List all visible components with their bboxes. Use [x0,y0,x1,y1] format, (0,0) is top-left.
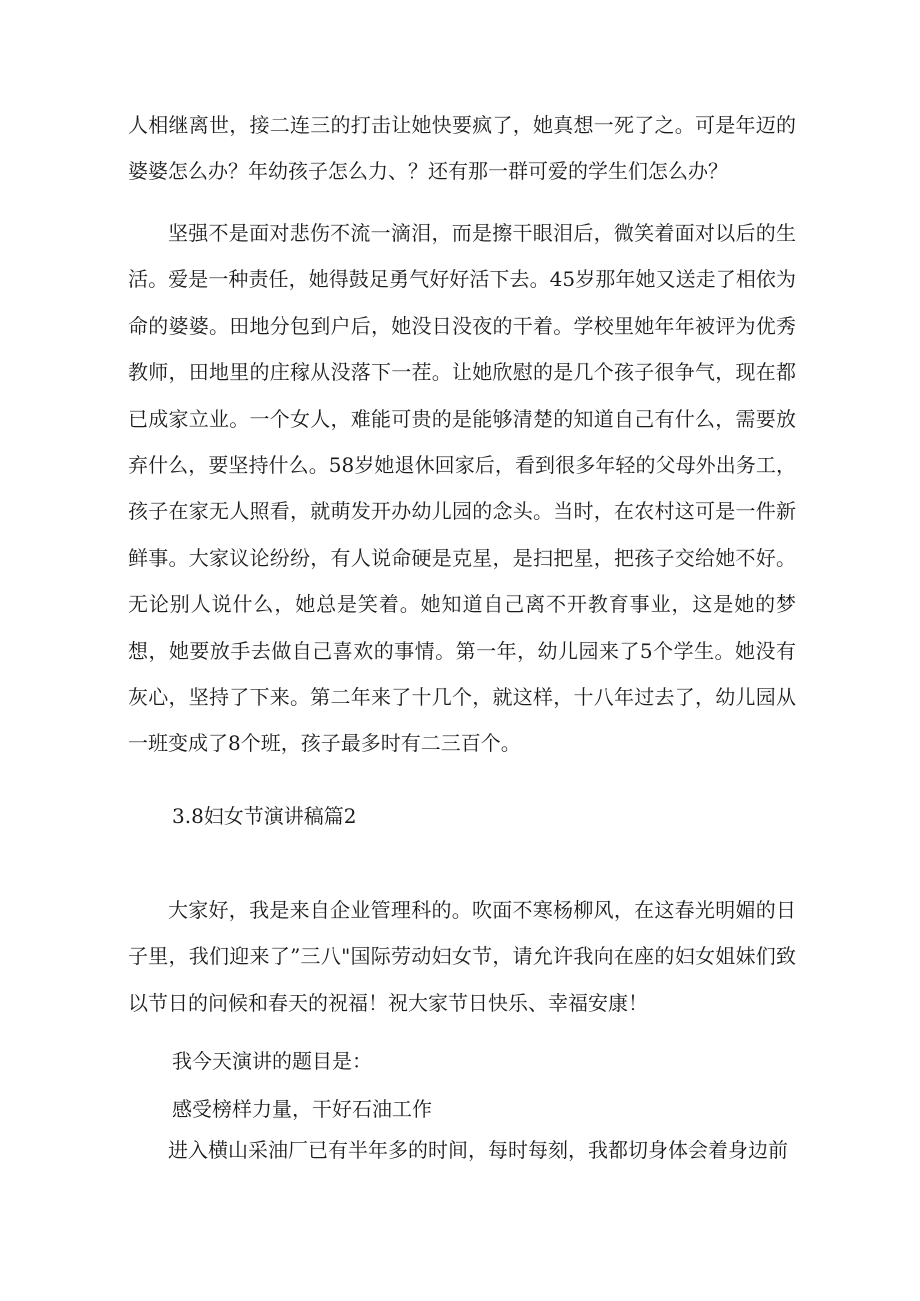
section-heading: 3.8妇女节演讲稿篇2 [172,804,357,828]
paragraph-continuation: 人相继离世，接二连三的打击让她快要疯了，她真想一死了之。可是年迈的婆婆怎么办？年幼孩子怎么力、？还有那一群可爱的学生们怎么办？ [128,113,796,184]
paragraph-speech-body: 进入横山采油厂已有半年多的时间，每时每刻，我都切身体会着身边前 [168,1138,788,1162]
speech-title: 感受榜样力量，干好石油工作 [172,1097,432,1121]
paragraph-main-story: 坚强不是面对悲伤不流一滴泪，而是擦干眼泪后，微笑着面对以后的生活。爱是一种责任，她得鼓足勇气好好活下去。45岁那年她又送走了相依为命的婆婆。田地分包到户后，她没日没夜的干着。学校里她年年被评为优秀教师，田地里的庄稼从没落下一茬。让她欣慰的是几个孩子很争气，现在都已成家立业。一个女人，难能可贵的是能够清楚的知道自己有什么，需要放弃什么，要坚持什么。58岁她退休回家后，看到很多年轻的父母外出务工，孩子在家无人照看，就萌发开办幼儿园的念头。当时，在农村这可是一件新鲜事。大家议论纷纷，有人说命硬是克星，是扫把星，把孩子交给她不好。无论别人说什么，她总是笑着。她知道自己离不开教育事业，这是她的梦想，她要放手去做自己喜欢的事情。第一年，幼儿园来了5个学生。她没有灰心，坚持了下来。第二年来了十几个，就这样，十八年过去了，幼儿园从一班变成了8个班，孩子最多时有二三百个。 [128,221,796,756]
paragraph-topic-intro: 我今天演讲的题目是： [172,1049,372,1073]
paragraph-greeting: 大家好，我是来自企业管理科的。吹面不寒杨柳风，在这春光明媚的日子里，我们迎来了”三八"国际劳动妇女节，请允许我向在座的妇女姐妹们致以节日的问候和春天的祝福！祝大家节日快乐、幸福安康！ [128,898,796,1015]
